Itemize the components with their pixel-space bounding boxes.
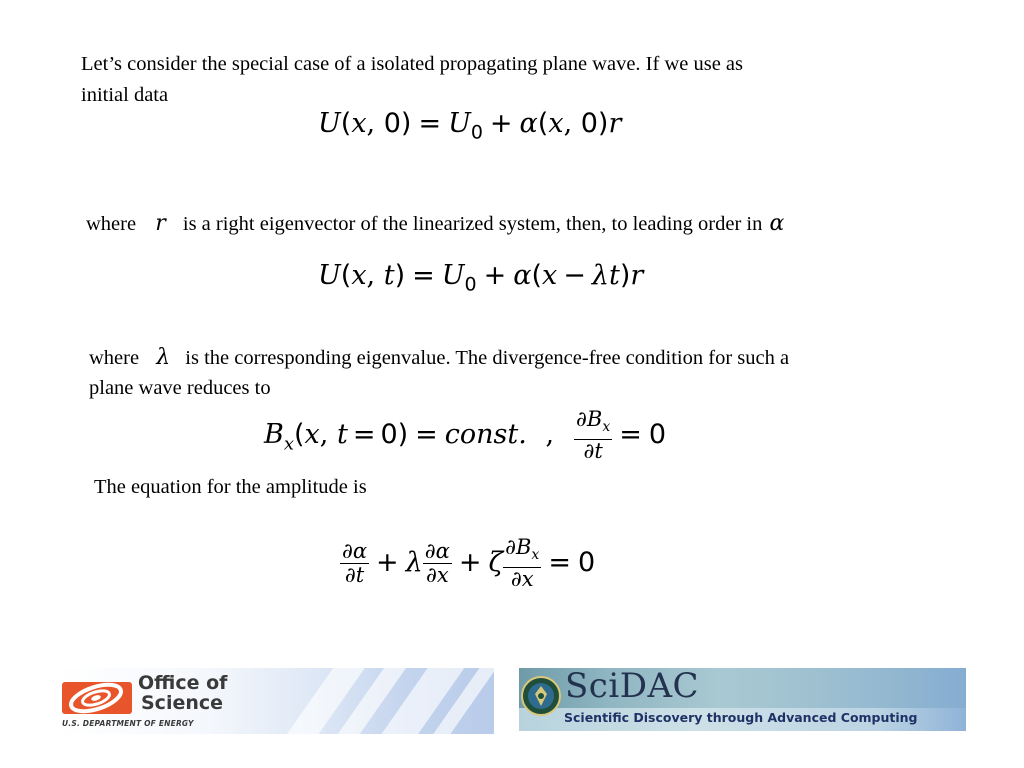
lambda-symbol: λ bbox=[156, 345, 171, 370]
office-of-science-mark-icon bbox=[62, 676, 136, 718]
doe-seal-icon bbox=[521, 674, 561, 718]
intro-text-line-2: initial data bbox=[81, 84, 169, 106]
alpha-symbol: α bbox=[769, 211, 785, 236]
eigenvector-text bbox=[86, 208, 784, 240]
eigenvalue-description: is the corresponding eigenvalue. The divergence-free condition for such a bbox=[185, 347, 790, 369]
where-label-2: where bbox=[89, 347, 140, 369]
eigenvalue-text-line-2: plane wave reduces to bbox=[89, 377, 271, 399]
equation-initial-data: U(x, $0) = U_0 + \alpha(x$, 0)r bbox=[318, 108, 622, 144]
amplitude-intro-text: The equation for the amplitude is bbox=[94, 476, 367, 498]
office-of-science-title: Office of Science bbox=[138, 672, 228, 714]
eigenvector-description: is a right eigenvector of the linearized system, then, to leading order in bbox=[182, 213, 763, 235]
equation-amplitude: $\frac{\partial\alpha}{\partial t}$ + λ $\frac{\partial\alpha}{\partial x}$ + ζ $\frac{\partial B_x}{\partial x}$ = 0 bbox=[342, 535, 596, 592]
office-of-science-logo bbox=[58, 668, 494, 734]
intro-text-line-1: Let’s consider the special case of a isolated propagating plane wave. If we use as bbox=[81, 53, 744, 75]
doe-subtitle: U.S. DEPARTMENT OF ENERGY bbox=[62, 719, 194, 728]
scidac-subtitle: Scientific Discovery through Advanced Computing bbox=[564, 710, 918, 725]
r-symbol: r bbox=[155, 211, 166, 236]
equation-divergence-free: $B_x(x$, t = 0) = const. , $\frac{\partial B_x}{\partial t}$ = 0 bbox=[264, 407, 667, 464]
scidac-title: SciDAC bbox=[565, 668, 700, 706]
scidac-logo bbox=[519, 668, 966, 731]
where-label: where bbox=[86, 213, 137, 235]
equation-leading-order: U(x, $t) = U_0 + \alpha(x - \lambda t)r$ bbox=[318, 260, 644, 296]
eigenvalue-text-line-1 bbox=[89, 342, 789, 374]
